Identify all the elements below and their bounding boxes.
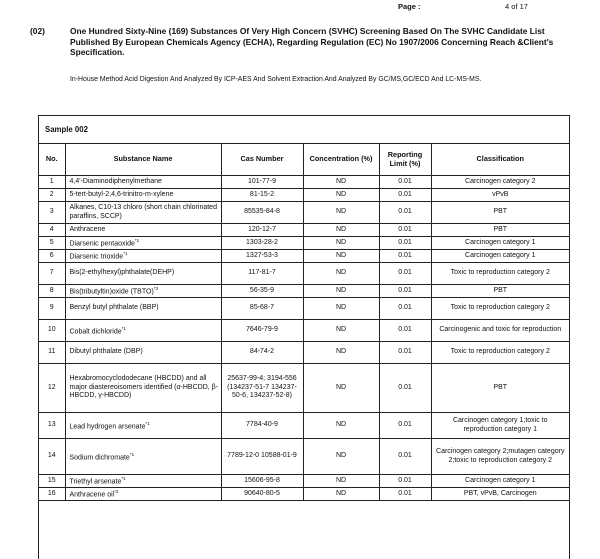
- cas-number-text: 117-81-7: [248, 269, 276, 277]
- row-number: [39, 285, 65, 298]
- table-body: [39, 176, 569, 501]
- cas-number: [221, 298, 303, 320]
- classification-value-text: Carcinogen category 1;toxic to reproduction category 1: [452, 416, 548, 433]
- row-number-text: 5: [49, 238, 54, 246]
- row-number-text: 10: [47, 326, 56, 334]
- table-row: [39, 364, 569, 413]
- classification-value: [431, 224, 569, 237]
- cas-number: [221, 364, 303, 413]
- classification-value: [431, 475, 569, 488]
- header-cas-number: Cas Number: [221, 144, 303, 176]
- classification-value-text: PBT: [493, 286, 508, 294]
- classification-value-text: PBT: [493, 225, 508, 233]
- substance-name-text: Hexabromocyclododecane (HBCDD) and all major diastereoisomers identified (α-HBCDD, β- HBCDD, γ-HBCDD): [69, 375, 219, 400]
- concentration-value-text: ND: [335, 421, 347, 429]
- cas-number: [221, 320, 303, 342]
- row-number: [39, 298, 65, 320]
- table-row: [39, 320, 569, 342]
- classification-value: [431, 364, 569, 413]
- substance-name: [65, 189, 221, 202]
- substance-name: [65, 342, 221, 364]
- section-title: One Hundred Sixty-Nine (169) Substances Of Very High Concern (SVHC) Screening Based On The SVHC Candidate List Published By European Chemicals Agency (ECHA), Regarding Regulation (EC) No 1907/2006 Concerning Reach &Client's Specification.: [70, 26, 554, 57]
- reporting-limit-value: [379, 413, 431, 439]
- classification-value: [431, 237, 569, 250]
- classification-value: [431, 342, 569, 364]
- cas-number: [221, 475, 303, 488]
- reporting-limit-value-text: 0.01: [398, 177, 412, 185]
- classification-value: [431, 285, 569, 298]
- concentration-value: [303, 413, 379, 439]
- substance-name-text: Bis(tributyltin)oxide (TBTO): [69, 288, 154, 296]
- reporting-limit-value: [379, 342, 431, 364]
- reporting-limit-value-text: 0.01: [398, 225, 412, 233]
- concentration-value-text: ND: [335, 225, 347, 233]
- table-row: [39, 263, 569, 285]
- row-number-text: 4: [49, 225, 54, 233]
- footnote-marker: *1: [129, 451, 135, 457]
- footnote-marker: *1: [134, 238, 140, 244]
- reporting-limit-value: [379, 298, 431, 320]
- footnote-marker: *2: [114, 489, 119, 495]
- classification-value-text: Carcinogen category 2: [465, 177, 536, 185]
- results-table-container: [38, 115, 570, 559]
- table-row: [39, 298, 569, 320]
- substance-name: [65, 176, 221, 189]
- row-number: [39, 176, 65, 189]
- classification-value-text: Toxic to reproduction category 2: [450, 304, 550, 312]
- substance-name-text: Benzyl butyl phthalate (BBP): [69, 304, 159, 312]
- header-substance-name: Substance Name: [65, 144, 221, 176]
- substance-name-text: Alkanes, C10-13 chloro (short chain chlorinated paraffins, SCCP): [69, 203, 217, 220]
- row-number: [39, 250, 65, 263]
- classification-value: [431, 202, 569, 224]
- footnote-marker: *1: [121, 476, 126, 482]
- concentration-value: [303, 298, 379, 320]
- concentration-value: [303, 320, 379, 342]
- table-row: [39, 439, 569, 475]
- cas-number-text: 7789-12-0 10588-01-9: [227, 452, 297, 460]
- classification-value-text: vPvB: [492, 190, 509, 198]
- classification-value-text: Toxic to reproduction category 2: [450, 269, 550, 277]
- cas-number: [221, 202, 303, 224]
- row-number: [39, 475, 65, 488]
- row-number-text: 9: [49, 304, 54, 312]
- cas-number-text: 1327-53-3: [246, 251, 278, 259]
- header-classification: Classification: [431, 144, 569, 176]
- substance-name: [65, 202, 221, 224]
- substance-name: [65, 237, 221, 250]
- row-number: [39, 263, 65, 285]
- cas-number: [221, 176, 303, 189]
- concentration-value-text: ND: [335, 326, 347, 334]
- concentration-value: [303, 176, 379, 189]
- concentration-value: [303, 285, 379, 298]
- page-header: [0, 2, 600, 14]
- substance-name-text: Bis(2-ethylhexyl)phthalate(DEHP): [69, 269, 175, 277]
- concentration-value-text: ND: [335, 190, 347, 198]
- concentration-value-text: ND: [335, 208, 347, 216]
- concentration-value-text: ND: [335, 269, 347, 277]
- cas-number-text: 1303-28-2: [246, 238, 278, 246]
- table-row: [39, 237, 569, 250]
- results-table: [39, 144, 569, 501]
- reporting-limit-value: [379, 285, 431, 298]
- reporting-limit-value-text: 0.01: [398, 476, 412, 484]
- classification-value-text: Carcinogen category 1: [465, 476, 536, 484]
- reporting-limit-value-text: 0.01: [398, 326, 412, 334]
- footnote-marker: *1: [145, 420, 150, 426]
- substance-name-text: Cobalt dichloride: [69, 327, 122, 335]
- cas-number: [221, 285, 303, 298]
- concentration-value-text: ND: [335, 238, 347, 246]
- cas-number-text: 7646-79-9: [246, 326, 278, 334]
- classification-value-text: Carcinogen category 1: [465, 251, 536, 259]
- table-row: [39, 488, 569, 501]
- row-number-text: 1: [49, 177, 54, 185]
- table-row: [39, 250, 569, 263]
- section-number: (02): [30, 26, 45, 36]
- classification-value: [431, 189, 569, 202]
- table-row: [39, 342, 569, 364]
- substance-name-text: Diarsenic pentaoxide: [69, 240, 135, 248]
- row-number-text: 13: [47, 421, 56, 429]
- footnote-marker: *1: [121, 325, 126, 331]
- classification-value-text: PBT: [493, 383, 508, 391]
- table-row: [39, 285, 569, 298]
- reporting-limit-value-text: 0.01: [398, 269, 412, 277]
- reporting-limit-value: [379, 237, 431, 250]
- cas-number: [221, 413, 303, 439]
- substance-name: [65, 364, 221, 413]
- reporting-limit-value: [379, 475, 431, 488]
- table-row: [39, 176, 569, 189]
- header-no: No.: [39, 144, 65, 176]
- cas-number-text: 81-15-2: [249, 190, 275, 198]
- classification-value: [431, 298, 569, 320]
- header-concentration: Concentration (%): [303, 144, 379, 176]
- cas-number: [221, 250, 303, 263]
- cas-number-text: 85-68-7: [249, 304, 275, 312]
- footnote-marker: *3: [153, 286, 159, 292]
- reporting-limit-value: [379, 439, 431, 475]
- substance-name: [65, 413, 221, 439]
- table-row: [39, 475, 569, 488]
- concentration-value: [303, 364, 379, 413]
- cas-number-text: 85535-84-8: [244, 208, 280, 216]
- table-row: [39, 413, 569, 439]
- substance-name-text: Anthracene oil: [69, 491, 115, 499]
- concentration-value-text: ND: [335, 452, 347, 460]
- substance-name-text: Diarsenic trioxide: [69, 253, 124, 261]
- reporting-limit-value-text: 0.01: [398, 348, 412, 356]
- reporting-limit-value: [379, 364, 431, 413]
- reporting-limit-value-text: 0.01: [398, 190, 412, 198]
- row-number: [39, 237, 65, 250]
- concentration-value-text: ND: [335, 251, 347, 259]
- classification-value: [431, 263, 569, 285]
- row-number-text: 6: [49, 251, 54, 259]
- reporting-limit-value: [379, 189, 431, 202]
- concentration-value-text: ND: [335, 476, 347, 484]
- classification-value: [431, 176, 569, 189]
- row-number: [39, 413, 65, 439]
- substance-name: [65, 298, 221, 320]
- cas-number: [221, 224, 303, 237]
- substance-name: [65, 263, 221, 285]
- reporting-limit-value-text: 0.01: [398, 304, 412, 312]
- row-number: [39, 342, 65, 364]
- classification-value: [431, 250, 569, 263]
- method-description: In-House Method Acid Digestion And Analyzed By ICP-AES And Solvent Extraction And Analyzed By GC/MS,GC/ECD And LC-MS-MS.: [70, 76, 482, 83]
- cas-number-text: 84-74-2: [249, 348, 275, 356]
- concentration-value-text: ND: [335, 348, 347, 356]
- reporting-limit-value-text: 0.01: [398, 251, 412, 259]
- cas-number-text: 25637-99-4; 3194-556 (134237-51-7 134237-50-6, 134237-52-8): [227, 375, 297, 400]
- substance-name: [65, 320, 221, 342]
- substance-name-text: 4,4'-Diaminodiphenylmethane: [69, 177, 162, 185]
- substance-name-text: Anthracene: [69, 225, 106, 233]
- concentration-value-text: ND: [335, 286, 347, 294]
- cas-number-text: 101-77-9: [247, 177, 277, 185]
- row-number-text: 7: [49, 269, 54, 277]
- page-label: Page :: [398, 2, 421, 11]
- substance-name-text: 5-tert-butyl-2,4,6-trinitro-m-xylene: [69, 190, 174, 198]
- classification-value-text: Carcinogen category 2;mutagen category 2;toxic to reproduction category 2: [436, 447, 565, 464]
- row-number: [39, 189, 65, 202]
- reporting-limit-value: [379, 224, 431, 237]
- sample-label: Sample 002: [39, 116, 569, 144]
- substance-name-text: Dibutyl phthalate (DBP): [69, 348, 143, 356]
- cas-number-text: 7784-40-9: [246, 421, 278, 429]
- cas-number: [221, 439, 303, 475]
- classification-value-text: PBT: [493, 208, 508, 216]
- concentration-value: [303, 342, 379, 364]
- substance-name: [65, 488, 221, 501]
- reporting-limit-value: [379, 250, 431, 263]
- reporting-limit-value: [379, 202, 431, 224]
- concentration-value: [303, 488, 379, 501]
- concentration-value-text: ND: [335, 304, 347, 312]
- substance-name-text: Triethyl arsenate: [69, 478, 122, 486]
- classification-value: [431, 488, 569, 501]
- cas-number-text: 90640-80-5: [244, 489, 280, 497]
- concentration-value: [303, 250, 379, 263]
- row-number: [39, 488, 65, 501]
- concentration-value-text: ND: [335, 489, 347, 497]
- row-number-text: 2: [49, 190, 54, 198]
- reporting-limit-value: [379, 263, 431, 285]
- row-number: [39, 364, 65, 413]
- reporting-limit-value-text: 0.01: [398, 383, 412, 391]
- classification-value-text: Carcinogen category 1: [465, 238, 536, 246]
- row-number-text: 12: [47, 383, 56, 391]
- cas-number-text: 15606-95-8: [244, 476, 280, 484]
- concentration-value: [303, 263, 379, 285]
- reporting-limit-value-text: 0.01: [398, 238, 412, 246]
- row-number-text: 16: [47, 489, 56, 497]
- concentration-value: [303, 202, 379, 224]
- row-number: [39, 439, 65, 475]
- concentration-value-text: ND: [335, 177, 347, 185]
- row-number-text: 11: [48, 348, 56, 356]
- cas-number: [221, 488, 303, 501]
- classification-value: [431, 413, 569, 439]
- row-number-text: 15: [47, 476, 56, 484]
- substance-name: [65, 285, 221, 298]
- reporting-limit-value: [379, 488, 431, 501]
- row-number: [39, 202, 65, 224]
- cas-number: [221, 263, 303, 285]
- substance-name: [65, 224, 221, 237]
- concentration-value: [303, 475, 379, 488]
- table-row: [39, 189, 569, 202]
- footnote-marker: *1: [123, 251, 128, 257]
- reporting-limit-value-text: 0.01: [398, 208, 412, 216]
- row-number-text: 8: [49, 286, 54, 294]
- reporting-limit-value-text: 0.01: [398, 489, 412, 497]
- reporting-limit-value: [379, 176, 431, 189]
- cas-number-text: 120-12-7: [247, 225, 277, 233]
- row-number-text: 14: [47, 452, 56, 460]
- table-row: [39, 224, 569, 237]
- row-number-text: 3: [49, 208, 54, 216]
- classification-value: [431, 320, 569, 342]
- reporting-limit-value: [379, 320, 431, 342]
- cas-number: [221, 237, 303, 250]
- reporting-limit-value-text: 0.01: [398, 286, 412, 294]
- substance-name: [65, 439, 221, 475]
- classification-value-text: Carcinogenic and toxic for reproduction: [439, 326, 562, 334]
- row-number: [39, 320, 65, 342]
- concentration-value: [303, 237, 379, 250]
- cas-number: [221, 342, 303, 364]
- concentration-value: [303, 224, 379, 237]
- table-row: [39, 202, 569, 224]
- cas-number: [221, 189, 303, 202]
- classification-value: [431, 439, 569, 475]
- concentration-value: [303, 439, 379, 475]
- page-number: 4 of 17: [505, 2, 528, 11]
- concentration-value-text: ND: [335, 383, 347, 391]
- classification-value-text: PBT, vPvB, Carcinogen: [463, 489, 537, 497]
- reporting-limit-value-text: 0.01: [398, 421, 412, 429]
- substance-name-text: Sodium dichromate: [69, 453, 130, 461]
- classification-value-text: Toxic to reproduction category 2: [450, 348, 550, 356]
- row-number: [39, 224, 65, 237]
- substance-name: [65, 475, 221, 488]
- concentration-value: [303, 189, 379, 202]
- header-reporting-limit: Reporting Limit (%): [379, 144, 431, 176]
- substance-name-text: Lead hydrogen arsenate: [69, 422, 146, 430]
- reporting-limit-value-text: 0.01: [398, 452, 412, 460]
- substance-name: [65, 250, 221, 263]
- cas-number-text: 56-35-9: [249, 286, 275, 294]
- table-header-row: [39, 144, 569, 176]
